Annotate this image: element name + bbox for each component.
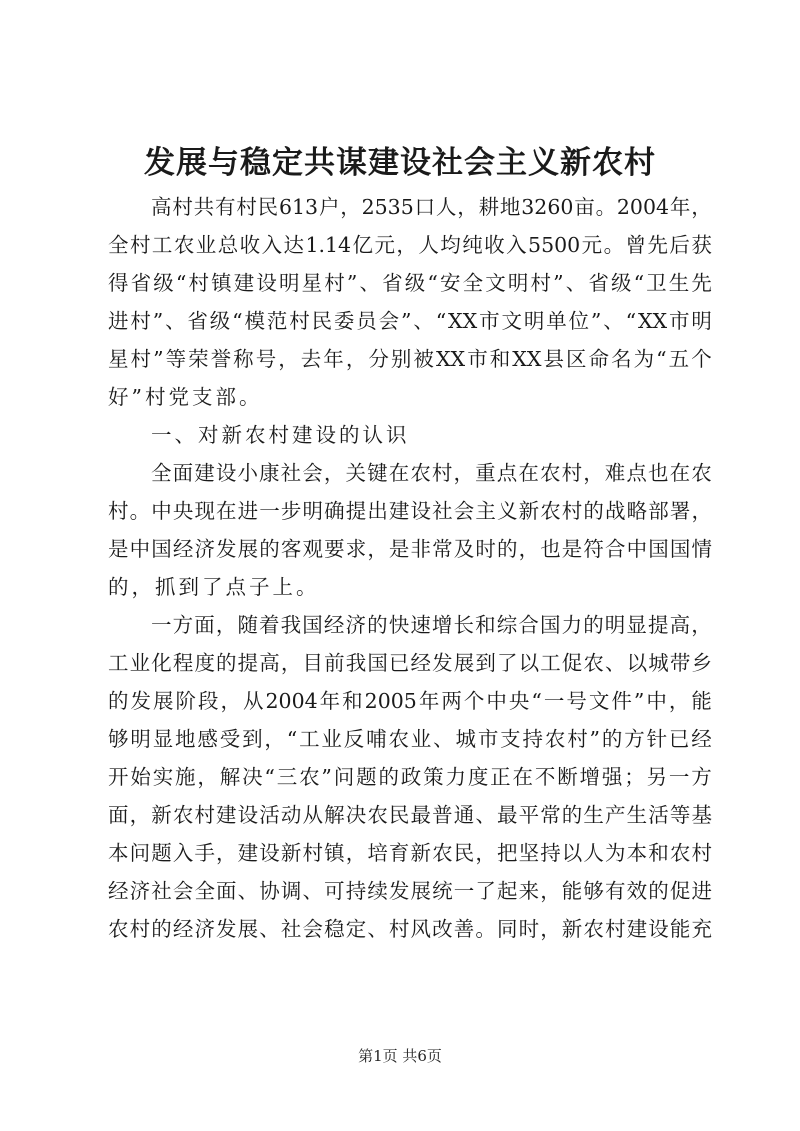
text-line-8: 全 面 建 设 小 康 社 会 ， 关 键 在 农 村 ， 重 点 在 农 村 ， 难 点 也 在 农	[151, 461, 712, 485]
text-line-2: 全 村 工 农 业 总 收 入 达 1.14 亿 元 ， 人 均 纯 收 入 5500 元 。 曾 先 后 获	[108, 233, 712, 257]
text-line-19: 经 济 社 会 全 面 、 协 调 、 可 持 续 发 展 统 一 了 起 来 ， 能 够 有 效 的 促 进	[108, 879, 712, 903]
text-line-3: 得 省 级 “ 村 镇 建 设 明 星 村 ” 、 省 级 “ 安 全 文 明 村 ” 、 省 级 “ 卫 生 先	[108, 271, 712, 295]
text-line-10: 是 中 国 经 济 发 展 的 客 观 要 求 ， 是 非 常 及 时 的 ， 也 是 符 合 中 国 国 情	[108, 537, 712, 561]
text-line-5: 星 村 ” 等 荣 誉 称 号 ， 去 年 ， 分 别 被 XX 市 和 XX 县 区 命 名 为 “ 五 个	[108, 347, 712, 371]
section-heading: 一、对新农村建设的认识	[151, 423, 410, 447]
text-line-15: 够 明 显 地 感 受 到 ， “ 工 业 反 哺 农 业 、 城 市 支 持 农 村 ” 的 方 针 已 经	[108, 727, 712, 751]
text-line-12: 一 方 面 ， 随 着 我 国 经 济 的 快 速 增 长 和 综 合 国 力 的 明 显 提 高 ，	[151, 613, 712, 637]
page-footer: 第1页 共6页	[358, 1047, 442, 1065]
text-line-4: 进 村 ” 、 省 级 “ 模 范 村 民 委 员 会 ” 、 “ XX 市 文 明 单 位 ” 、 “ XX 市 明	[108, 309, 712, 333]
text-line-17: 面 ， 新 农 村 建 设 活 动 从 解 决 农 民 最 普 通 、 最 平 常 的 生 产 生 活 等 基	[108, 803, 712, 827]
text-line-14: 的 发 展 阶 段 ， 从 2004 年 和 2005 年 两 个 中 央 “ 一 号 文 件 ” 中 ， 能	[108, 689, 712, 713]
document-title: 发展与稳定共谋建设社会主义新农村	[144, 145, 656, 181]
text-line-11: 的，抓到了点子上。	[108, 575, 320, 599]
text-line-6: 好”村党支部。	[108, 385, 263, 409]
text-line-1: 高 村 共 有 村 民 613 户 ， 2535 口 人 ， 耕 地 3260 亩 。 2004 年 ，	[151, 195, 712, 219]
text-line-13: 工 业 化 程 度 的 提 高 ， 目 前 我 国 已 经 发 展 到 了 以 工 促 农 、 以 城 带 乡	[108, 651, 712, 675]
text-line-18: 本 问 题 入 手 ， 建 设 新 村 镇 ， 培 育 新 农 民 ， 把 坚 持 以 人 为 本 和 农 村	[108, 841, 712, 865]
text-line-16: 开 始 实 施 ， 解 决 “ 三 农 ” 问 题 的 政 策 力 度 正 在 不 断 增 强 ； 另 一 方	[108, 765, 712, 789]
text-line-20: 农 村 的 经 济 发 展 、 社 会 稳 定 、 村 风 改 善 。 同 时 ， 新 农 村 建 设 能 充	[108, 917, 712, 941]
text-line-9: 村 。 中 央 现 在 进 一 步 明 确 提 出 建 设 社 会 主 义 新 农 村 的 战 略 部 署 ，	[108, 499, 712, 523]
